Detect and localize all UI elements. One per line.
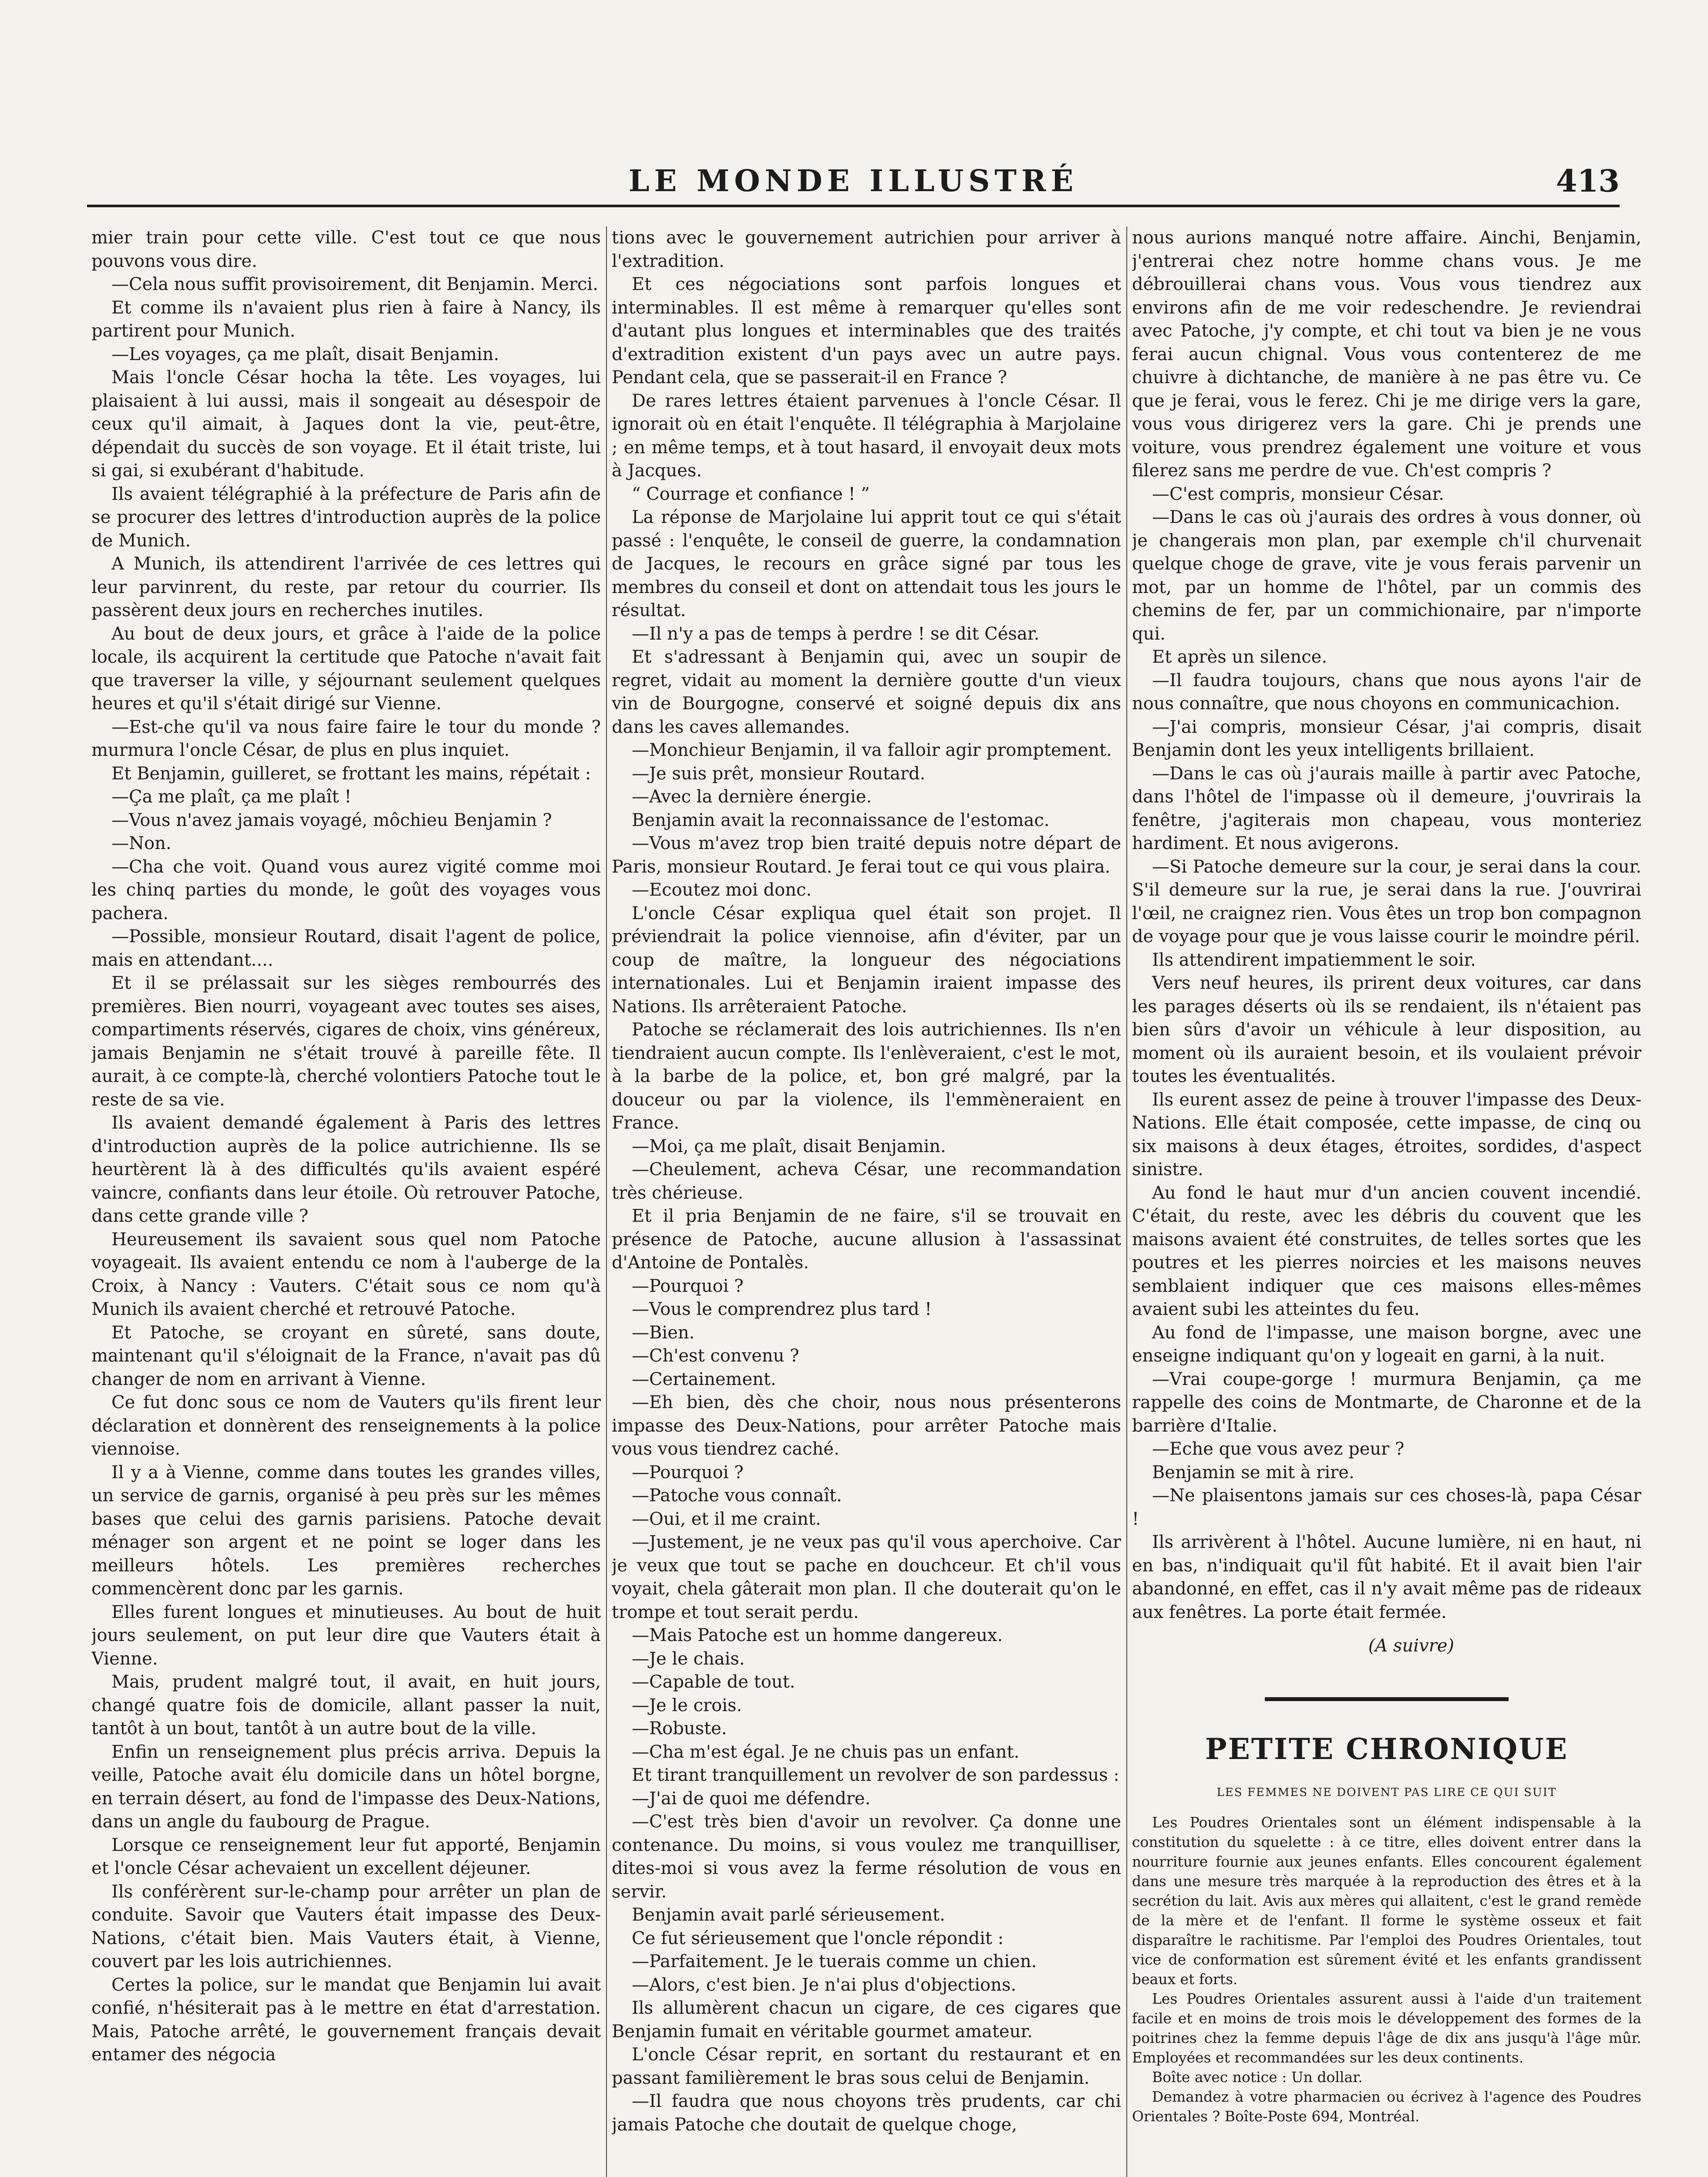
text-column-2 xyxy=(612,226,1121,2177)
article-paragraph: Heureusement ils savaient sous quel nom Patoche voyageait. Ils avaient entendu ce nom à l'auberge de la Croix, à Nancy : Vauters. C'était sous ce nom qu'à Munich ils avaient cherché et retrouvé Patoche. xyxy=(91,1229,601,1319)
article-paragraph: Et après un silence. xyxy=(1152,647,1327,667)
column-rule xyxy=(606,226,607,2177)
article-paragraph: Au fond de l'impasse, une maison borgne, avec une enseigne indiquant qu'on y logeait en garni, à la nuit. xyxy=(1132,1322,1641,1366)
article-paragraph: Benjamin avait la reconnaissance de l'estomac. xyxy=(632,810,1050,830)
article-paragraph: Et comme ils n'avaient plus rien à faire à Nancy, ils partirent pour Munich. xyxy=(91,297,601,341)
article-paragraph: —Oui, et il me craint. xyxy=(632,1509,821,1529)
article-paragraph: —Cha che voit. Quand vous aurez vigité comme moi les chinq parties du monde, le goût des voyages vous pachera. xyxy=(91,856,601,923)
article-paragraph: —Vous m'avez trop bien traité depuis notre départ de Paris, monsieur Routard. Je ferai tout ce qui vous plaira. xyxy=(612,833,1121,877)
article-paragraph: —C'est compris, monsieur César. xyxy=(1152,484,1444,504)
article-paragraph: L'oncle César reprit, en sortant du restaurant et en passant familièrement le bras sous celui de Benjamin. xyxy=(612,2045,1121,2088)
page-header xyxy=(87,161,1620,207)
article-paragraph: —Capable de tout. xyxy=(632,1672,795,1692)
article-paragraph: —Est-che qu'il va nous faire faire le tour du monde ? murmura l'oncle César, de plus en plus inquiet. xyxy=(91,717,601,760)
article-paragraph: —Certainement. xyxy=(632,1369,776,1389)
article-paragraph: —Parfaitement. Je le tuerais comme un chien. xyxy=(632,1951,1037,1971)
article-paragraph: —Cela nous suffit provisoirement, dit Benjamin. Merci. xyxy=(111,274,598,294)
article-paragraph: —Vrai coupe-gorge ! murmura Benjamin, ça me rappelle des coins de Montmarte, de Charonne et de la barrière d'Italie. xyxy=(1132,1369,1641,1436)
article-paragraph: Mais, prudent malgré tout, il avait, en huit jours, changé quatre fois de domicile, allant passer la nuit, tantôt à un bout, tantôt à un autre bout de la ville. xyxy=(91,1672,601,1739)
article-paragraph: Et tirant tranquillement un revolver de son pardessus : xyxy=(632,1765,1119,1785)
article-paragraph: Et s'adressant à Benjamin qui, avec un soupir de regret, vidait au moment la dernière goutte d'un vieux vin de Bourgogne, conservé et soigné depuis dix ans dans les caves allemandes. xyxy=(612,647,1121,737)
article-paragraph: Mais l'oncle César hocha la tête. Les voyages, lui plaisaient à lui aussi, mais il songeait au désespoir de ceux qu'il aimait, à Jaques dont la vie, peut-être, dépendait du succès de son voyage. Et il était triste, lui si gai, si exubérant d'habitude. xyxy=(91,367,601,481)
article-paragraph: Au bout de deux jours, et grâce à l'aide de la police locale, ils acquirent la certitude que Patoche n'avait fait que traverser la ville, y séjournant seulement quelques heures et qu'il s'était dirigé sur Vienne. xyxy=(91,623,601,714)
section-divider xyxy=(1265,1697,1509,1701)
article-paragraph: L'oncle César expliqua quel était son projet. Il préviendrait la police viennoise, afin d'éviter, par un coup de maître, la longueur des négociations internationales. Lui et Benjamin iraient impasse des Nations. Ils arrêteraient Patoche. xyxy=(612,903,1121,1017)
article-paragraph: Enfin un renseignement plus précis arriva. Depuis la veille, Patoche avait élu domicile dans un hôtel borgne, en terrain désert, au fond de l'impasse des Deux-Nations, dans un angle du faubourg de Prague. xyxy=(91,1742,601,1832)
article-paragraph: Elles furent longues et minutieuses. Au bout de huit jours seulement, on put leur dire que Vauters était à Vienne. xyxy=(91,1602,601,1669)
article-paragraph: —Mais Patoche est un homme dangereux. xyxy=(632,1625,1003,1645)
article-paragraph: Ce fut donc sous ce nom de Vauters qu'ils firent leur déclaration et donnèrent des renseignements à la police viennoise. xyxy=(91,1392,601,1459)
article-paragraph: —Cheulement, acheva César, une recommandation très chérieuse. xyxy=(612,1159,1121,1203)
column-rule xyxy=(1126,226,1127,2177)
chronique-paragraph: Les Poudres Orientales sont un élément indispensable à la constitution du squelette : à ce titre, elles doivent entrer dans la nourriture fournie aux jeunes enfants. Elles concourent également dans une mesure très marquée à la reproduction des êtres et à la secrétion du lait. Avis aux mères qui allaitent, c'est le grand remède de la mère et de l'enfant. Il forme le système osseux et fait disparaître le rachitisme. Par l'emploi des Poudres Orientales, tout vice de conformation est sûrement évité et les enfants grandissent beaux et forts. xyxy=(1132,1813,1641,1988)
article-paragraph: —Dans le cas où j'aurais maille à partir avec Patoche, dans l'hôtel de l'impasse où il demeure, j'ouvrirais la fenêtre, j'agiterais mon chapeau, vous monteriez hardiment. Et nous avigerons. xyxy=(1132,763,1641,853)
article-paragraph: —Ça me plaît, ça me plaît ! xyxy=(111,787,352,807)
article-paragraph: Il y a à Vienne, comme dans toutes les grandes villes, un service de garnis, organisé à peu près sur les mêmes bases que celui des garnis parisiens. Patoche devait ménager son argent et ne point se loger dans les meilleurs hôtels. Les premières recherches commencèrent donc par les garnis. xyxy=(91,1462,601,1599)
chronique-paragraph: Les Poudres Orientales assurent aussi à l'aide d'un traitement facile et en moins de trois mois le développement des formes de la poitrines chez la femme depuis l'âge de dix ans jusqu'à l'âge mûr. Employées et recommandées sur les deux continents. xyxy=(1132,1990,1641,2066)
article-paragraph: Ce fut sérieusement que l'oncle répondit : xyxy=(632,1928,1004,1948)
article-paragraph: —Possible, monsieur Routard, disait l'agent de police, mais en attendant.... xyxy=(91,927,601,970)
article-paragraph: —Moi, ça me plaît, disait Benjamin. xyxy=(632,1136,946,1156)
article-paragraph: Au fond le haut mur d'un ancien couvent incendié. C'était, du reste, avec les débris du couvent que les maisons avaient été construites, de telles sortes que les poutres et les pierres noircies et les maisons neuves semblaient indiquer que ces maisons elles-mêmes avaient subi les atteintes du feu. xyxy=(1132,1183,1641,1319)
article-paragraph: —Justement, je ne veux pas qu'il vous aperchoive. Car je veux que tout se pache en douchceur. Et ch'il vous voyait, chela gâterait mon plan. Il che douterait qu'on le trompe et tout serait perdu. xyxy=(612,1532,1121,1622)
article-paragraph: Et ces négociations sont parfois longues et interminables. Il est même à remarquer qu'elles sont d'autant plus longues et interminables que des traités d'extradition existent d'un pays avec un autre pays. Pendant cela, que se passerait-il en France ? xyxy=(612,274,1121,388)
petite-chronique xyxy=(1132,1732,1641,2126)
article-paragraph: —Patoche vous connaît. xyxy=(632,1486,842,1506)
article-paragraph: A Munich, ils attendirent l'arrivée de ces lettres qui leur parvinrent, du reste, par retour du courrier. Ils passèrent deux jours en recherches inutiles. xyxy=(91,554,601,620)
article-paragraph: Et Benjamin, guilleret, se frottant les mains, répétait : xyxy=(111,763,591,784)
article-paragraph: Ils allumèrent chacun un cigare, de ces cigares que Benjamin fumait en véritable gourmet amateur. xyxy=(612,1998,1121,2042)
article-paragraph: nous aurions manqué notre affaire. Ainchi, Benjamin, j'entrerai chez notre homme chans vous. Je me débrouillerai chans vous. Vous vous tiendrez aux environs afin de me voir redeschendre. Je reviendrai avec Patoche, j'y compte, et chi tout va bien je ne vous ferai aucun chignal. Vous vous contenterez de me chuivre à dichtanche, de manière à ne pas être vu. Ce que je ferai, vous le ferez. Chi je me dirige vers la gare, vous vous dirigerez vers la gare. Chi je prends une voiture, vous prendrez également une voiture et vous filerez sans me perdre de vue. Ch'est compris ? xyxy=(1132,228,1641,481)
to-be-continued: (A suivre) xyxy=(1368,1636,1454,1656)
article-paragraph: —J'ai compris, monsieur César, j'ai compris, disait Benjamin dont les yeux intelligents brillaient. xyxy=(1132,717,1641,760)
article-paragraph: —Alors, c'est bien. Je n'ai plus d'objections. xyxy=(632,1975,1017,1995)
article-paragraph: —C'est très bien d'avoir un revolver. Ça donne une contenance. Du moins, si vous voulez me tranquilliser, dites-moi si vous avez la ferme résolution de vous en servir. xyxy=(612,1812,1121,1902)
text-column-3 xyxy=(1132,226,1641,2177)
article-paragraph: —Monchieur Benjamin, il va falloir agir promptement. xyxy=(632,740,1112,760)
article-paragraph: —Eche que vous avez peur ? xyxy=(1152,1439,1405,1459)
article-paragraph: Ils attendirent impatiemment le soir. xyxy=(1152,950,1476,970)
chronique-paragraph: Demandez à votre pharmacien ou écrivez à l'agence des Poudres Orientales ? Boîte-Poste 694, Montréal. xyxy=(1132,2088,1641,2125)
article-paragraph: —Vous le comprendrez plus tard ! xyxy=(632,1299,932,1319)
article-paragraph: De rares lettres étaient parvenues à l'oncle César. Il ignorait où en était l'enquête. Il télégraphia à Marjolaine ; en même temps, et à tout hasard, il envoyait deux mots à Jacques. xyxy=(612,391,1121,481)
article-paragraph: —Avec la dernière énergie. xyxy=(632,787,872,807)
article-paragraph: Ils avaient demandé également à Paris des lettres d'introduction auprès de la police autrichienne. Ils se heurtèrent là à des difficultés qu'ils avaient espéré vaincre, confiants dans leur étoile. Où retrouver Patoche, dans cette grande ville ? xyxy=(91,1113,601,1226)
article-paragraph: Ils avaient télégraphié à la préfecture de Paris afin de se procurer des lettres d'introduction auprès de la police de Munich. xyxy=(91,484,601,551)
article-paragraph: —Ne plaisentons jamais sur ces choses-là, papa César ! xyxy=(1132,1486,1641,1529)
article-paragraph: —Cha m'est égal. Je ne chuis pas un enfant. xyxy=(632,1742,1020,1762)
article-paragraph: Ils arrivèrent à l'hôtel. Aucune lumière, ni en haut, ni en bas, n'indiquait qu'il fût habité. Et il avait bien l'air abandonné, en effet, cas il n'y avait même pas de rideaux aux fenêtres. La porte était fermée. xyxy=(1132,1532,1641,1622)
article-paragraph: —Ch'est convenu ? xyxy=(632,1346,799,1366)
article-paragraph: —Il faudra toujours, chans que nous ayons l'air de nous connaître, que nous choyons en communicachion. xyxy=(1132,670,1641,714)
article-paragraph: Et Patoche, se croyant en sûreté, sans doute, maintenant qu'il s'éloignait de la France, n'avait pas dû changer de nom en arrivant à Vienne. xyxy=(91,1322,601,1389)
article-paragraph: —Je le chais. xyxy=(632,1648,745,1669)
article-paragraph: Ils eurent assez de peine à trouver l'impasse des Deux-Nations. Elle était composée, cette impasse, de cinq ou six maisons à deux étages, étroites, sordides, d'aspect sinistre. xyxy=(1132,1089,1641,1179)
masthead: LE MONDE ILLUSTRÉ xyxy=(628,164,1078,199)
article-paragraph: La réponse de Marjolaine lui apprit tout ce qui s'était passé : l'enquête, le conseil de guerre, la condamnation de Jacques, le recours en grâce signé par tous les membres du conseil et dont on attendait tous les jours le résultat. xyxy=(612,507,1121,620)
article-paragraph: —Ecoutez moi donc. xyxy=(632,880,812,900)
article-paragraph: —Il faudra que nous choyons très prudents, car chi jamais Patoche che doutait de quelque choge, xyxy=(612,2091,1121,2135)
article-paragraph: tions avec le gouvernement autrichien pour arriver à l'extradition. xyxy=(612,228,1121,271)
article-paragraph: Vers neuf heures, ils prirent deux voitures, car dans les parages déserts où ils se rendaient, ils n'étaient pas bien sûrs d'avoir un véhicule à leur disposition, au moment où ils auraient besoin, et ils voulaient prévoir toutes les éventualités. xyxy=(1132,973,1641,1086)
text-column-1 xyxy=(91,226,601,2177)
article-paragraph: Ils conférèrent sur-le-champ pour arrêter un plan de conduite. Savoir que Vauters était impasse des Deux-Nations, c'était bien. Mais Vauters était, à Vienne, couvert par les lois autrichiennes. xyxy=(91,1881,601,1971)
article-paragraph: Benjamin se mit à rire. xyxy=(1152,1462,1354,1483)
chronique-subtitle: LES FEMMES NE DOIVENT PAS LIRE CE QUI SUIT xyxy=(1216,1786,1557,1799)
article-paragraph: Et il pria Benjamin de ne faire, s'il se trouvait en présence de Patoche, aucune allusion à l'assassinat d'Antoine de Pontalès. xyxy=(612,1206,1121,1273)
article-paragraph: —J'ai de quoi me défendre. xyxy=(632,1788,871,1809)
article-paragraph: —Je suis prêt, monsieur Routard. xyxy=(632,763,926,784)
article-paragraph: —Bien. xyxy=(632,1322,695,1343)
article-paragraph: —Pourquoi ? xyxy=(632,1276,744,1296)
article-paragraph: —Pourquoi ? xyxy=(632,1462,744,1483)
article-paragraph: Lorsque ce renseignement leur fut apporté, Benjamin et l'oncle César achevaient un excellent déjeuner. xyxy=(91,1835,601,1878)
article-paragraph: —Non. xyxy=(111,833,172,853)
article-paragraph: —Les voyages, ça me plaît, disait Benjamin. xyxy=(111,344,499,364)
article-paragraph: Benjamin avait parlé sérieusement. xyxy=(632,1905,945,1925)
article-paragraph: —Je le crois. xyxy=(632,1695,742,1715)
article-paragraph: —Robuste. xyxy=(632,1719,727,1739)
article-paragraph: —Dans le cas où j'aurais des ordres à vous donner, où je changerais mon plan, par exemple ch'il churvenait quelque choge de grave, vite je vous ferais parvenir un mot, par un homme de l'hôtel, par un commis des chemins de fer, par un commichionaire, par n'importe qui. xyxy=(1132,507,1641,644)
article-paragraph: Et il se prélassait sur les sièges rembourrés des premières. Bien nourri, voyageant avec toutes ses aises, compartiments réservés, cigares de choix, vins généreux, jamais Benjamin ne s'était trouvé à pareille fête. Il aurait, à ce compte-là, cherché volontiers Patoche tout le reste de sa vie. xyxy=(91,973,601,1110)
article-paragraph: —Eh bien, dès che choir, nous nous présenterons impasse des Deux-Nations, pour arrêter Patoche mais vous vous tiendrez caché. xyxy=(612,1392,1121,1459)
chronique-paragraph: Boîte avec notice : Un dollar. xyxy=(1152,2068,1363,2086)
article-paragraph: —Si Patoche demeure sur la cour, je serai dans la cour. S'il demeure sur la rue, je serai dans la rue. J'ouvrirai l'œil, ne craignez rien. Vous êtes un trop bon compagnon de voyage pour que je vous laisse courir le moindre péril. xyxy=(1132,856,1641,947)
page-number: 413 xyxy=(1556,163,1620,199)
article-paragraph: “ Courrage et confiance ! ” xyxy=(632,484,870,504)
chronique-title: PETITE CHRONIQUE xyxy=(1205,1732,1569,1766)
article-paragraph: —Il n'y a pas de temps à perdre ! se dit César. xyxy=(632,623,1040,644)
article-paragraph: Patoche se réclamerait des lois autrichiennes. Ils n'en tiendraient aucun compte. Ils l'enlèveraient, c'est le mot, à la barbe de la police, et, bon gré malgré, par la douceur ou par la violence, ils l'emmèneraient en France. xyxy=(612,1020,1121,1133)
feuilleton-continuation xyxy=(1132,226,1641,1624)
article-paragraph: Certes la police, sur le mandat que Benjamin lui avait confié, n'hésiterait pas à le mettre en état d'arrestation. Mais, Patoche arrêté, le gouvernement français devait entamer des négocia xyxy=(91,1975,601,2065)
article-paragraph: —Vous n'avez jamais voyagé, môchieu Benjamin ? xyxy=(111,810,552,830)
article-paragraph: mier train pour cette ville. C'est tout ce que nous pouvons vous dire. xyxy=(91,228,601,271)
